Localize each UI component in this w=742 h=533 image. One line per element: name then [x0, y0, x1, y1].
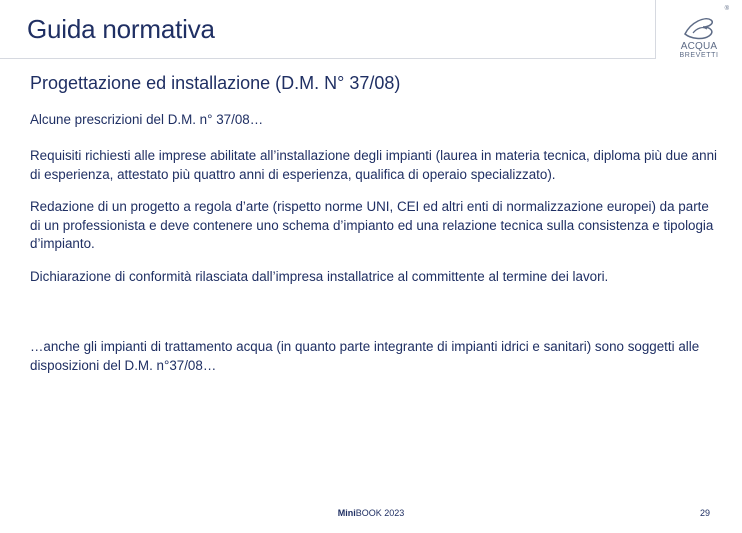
header-vertical-divider	[655, 0, 656, 59]
header-divider	[0, 58, 655, 59]
footer-brand-rest: BOOK 2023	[355, 508, 405, 518]
acqua-brevetti-logo	[671, 6, 729, 64]
paragraph-project: Redazione di un progetto a regola d’arte (rispetto norme UNI, CEI ed altri enti di normalizzazione europei) da parte di un professionista e deve contenere uno schema d’impianto ed una relazione tecnica sulla consistenza e tipologia d’impianto.	[30, 199, 714, 251]
paragraph-water-treatment: …anche gli impianti di trattamento acqua (in quanto parte integrante di impianti idrici e sanitari) sono soggetti alle disposizioni del D.M. n°37/08…	[30, 339, 700, 373]
logo-text-line2: BREVETTI	[679, 52, 719, 59]
paragraph-intro: Alcune prescrizioni del D.M. n° 37/08…	[30, 112, 264, 127]
paragraph-requirements: Requisiti richiesti alle imprese abilitate all’installazione degli impianti (laurea in materia tecnica, diploma più due anni di esperienza, attestato più quattro anni di esperienza, qualifica di operaio specializzato).	[30, 148, 717, 182]
footer-brand	[0, 508, 742, 518]
section-title: Progettazione ed installazione (D.M. N° 37/08)	[30, 73, 401, 93]
logo-text-line1: ACQUA	[680, 41, 718, 52]
logo-mark-icon	[679, 12, 719, 42]
page-title: Guida normativa	[27, 14, 215, 44]
footer-brand-bold: Mini	[337, 508, 356, 518]
paragraph-conformity: Dichiarazione di conformità rilasciata dall’impresa installatrice al committente al termine dei lavori.	[30, 269, 609, 284]
registered-mark: ®	[724, 6, 729, 12]
page-number: 29	[700, 508, 711, 518]
